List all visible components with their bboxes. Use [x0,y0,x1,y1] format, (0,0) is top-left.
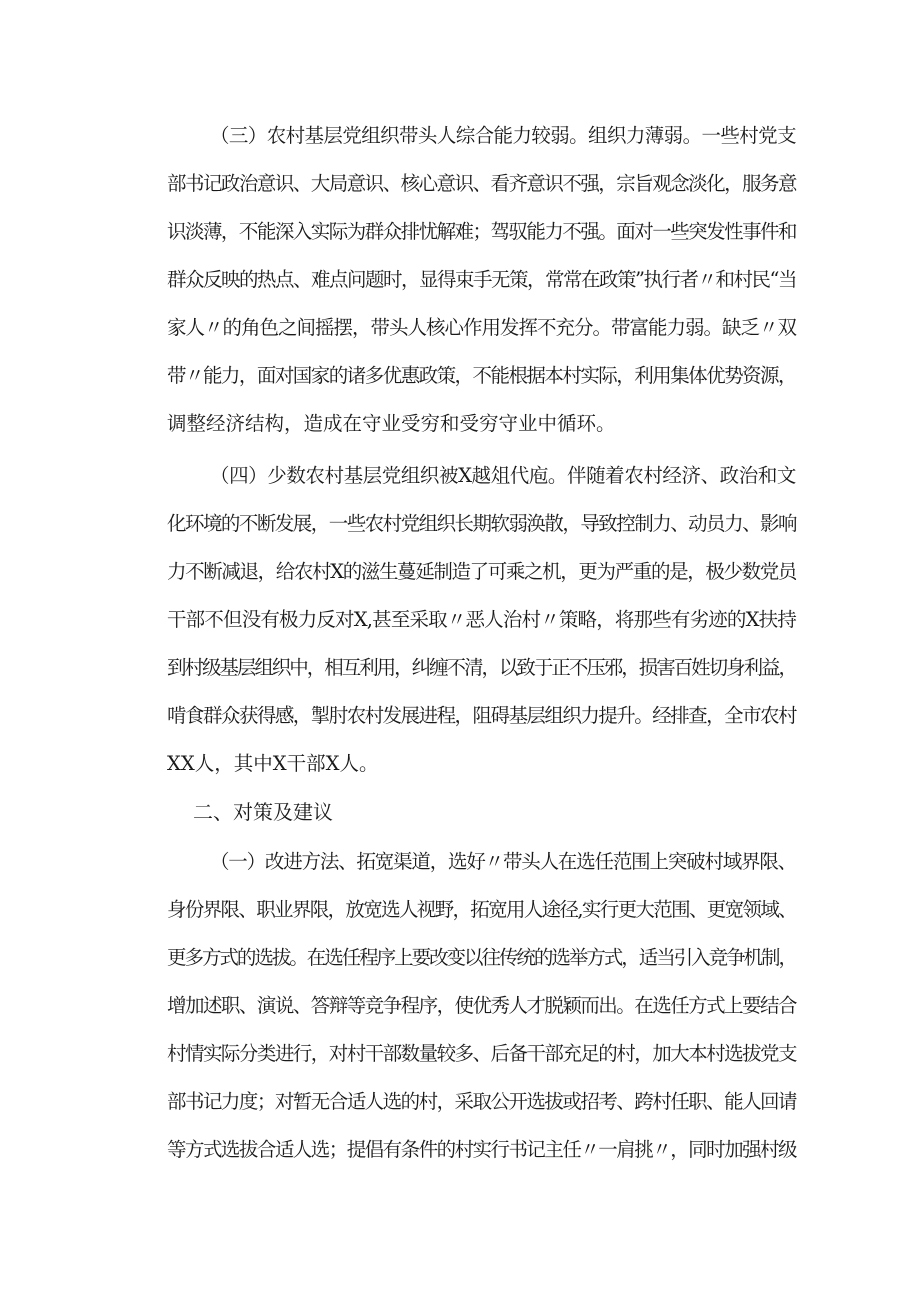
text-line-content: 等方式选拔合适人选；提倡有条件的村实行书记主任〃一肩挑〃，同时加强村级 [167,1138,796,1161]
text-line [0,308,920,348]
text-line-content: 更多方式的选拔。在选任程序上要改变以往传统的选举方式，适当引入竞争机制， [167,946,796,969]
text-line-content: 身份界限、职业界限，放宽选人视野，拓宽用人途径,实行更大范围、更宽领域、 [167,898,796,921]
text-line [0,890,920,930]
text-line [0,456,920,496]
text-line [0,404,920,444]
text-line [0,356,920,396]
text-line [0,260,920,300]
text-line-content: 调整经济结构，造成在守业受穷和受穷守业中循环。 [167,412,616,435]
text-line-content: 家人〃的角色之间摇摆，带头人核心作用发挥不充分。带富能力弱。缺乏〃双 [167,316,796,339]
text-line [0,744,920,784]
text-line-content: 增加述职、演说、答辩等竞争程序，使优秀人才脱颖而出。在选任方式上要结合 [167,994,796,1017]
text-line-content: （三）农村基层党组织带头人综合能力较弱。组织力薄弱。一些村党支 [210,124,796,147]
text-line-content: 群众反映的热点、难点问题时，显得束手无策，常常在政策”执行者〃和村民“当 [167,268,796,291]
text-line [0,1034,920,1074]
text-line [0,842,920,882]
text-line-content: 化环境的不断发展，一些农村党组织长期软弱涣散，导致控制力、动员力、影响 [167,512,796,535]
section-heading-text: 二、对策及建议 [193,800,333,824]
text-line-content: 部书记力度；对暂无合适人选的村，采取公开选拔或招考、跨村任职、能人回请 [167,1090,796,1113]
text-line [0,600,920,640]
text-line-content: 干部不但没有极力反对X,甚至采取〃恶人治村〃策略，将那些有劣迹的X扶持 [167,608,796,631]
text-line-content: （一）改进方法、拓宽渠道，选好〃带头人在选任范围上突破村域界限、 [210,850,796,873]
text-line [0,986,920,1026]
text-line [0,504,920,544]
text-line [0,696,920,736]
text-line [0,116,920,156]
text-line-content: 部书记政治意识、大局意识、核心意识、看齐意识不强，宗旨观念淡化，服务意 [167,172,796,195]
text-line [0,1082,920,1122]
text-line [0,648,920,688]
text-line-content: 带〃能力，面对国家的诸多优惠政策，不能根据本村实际，利用集体优势资源， [167,364,796,387]
text-line-content: 啃食群众获得感，掣肘农村发展进程，阻碍基层组织力提升。经排查，全市农村 [167,704,796,727]
text-line [0,1130,920,1170]
text-line [0,938,920,978]
text-line-content: 力不断减退，给农村X的滋生蔓延制造了可乘之机，更为严重的是，极少数党员 [167,560,796,583]
text-line [0,212,920,252]
text-line-content: 到村级基层组织中，相互利用，纠缠不清，以致于正不压邪，损害百姓切身利益， [167,656,796,679]
text-line-content: 识淡薄，不能深入实际为群众排忧解难；驾驭能力不强。面对一些突发性事件和 [167,220,796,243]
text-line [0,164,920,204]
section-heading [0,792,920,832]
text-line-content: 村情实际分类进行，对村干部数量较多、后备干部充足的村，加大本村选拔党支 [167,1042,796,1065]
text-line-content: XX人，其中X干部X人。 [167,752,379,775]
text-line [0,552,920,592]
text-line-content: （四）少数农村基层党组织被X越俎代庖。伴随着农村经济、政治和文 [210,464,796,487]
